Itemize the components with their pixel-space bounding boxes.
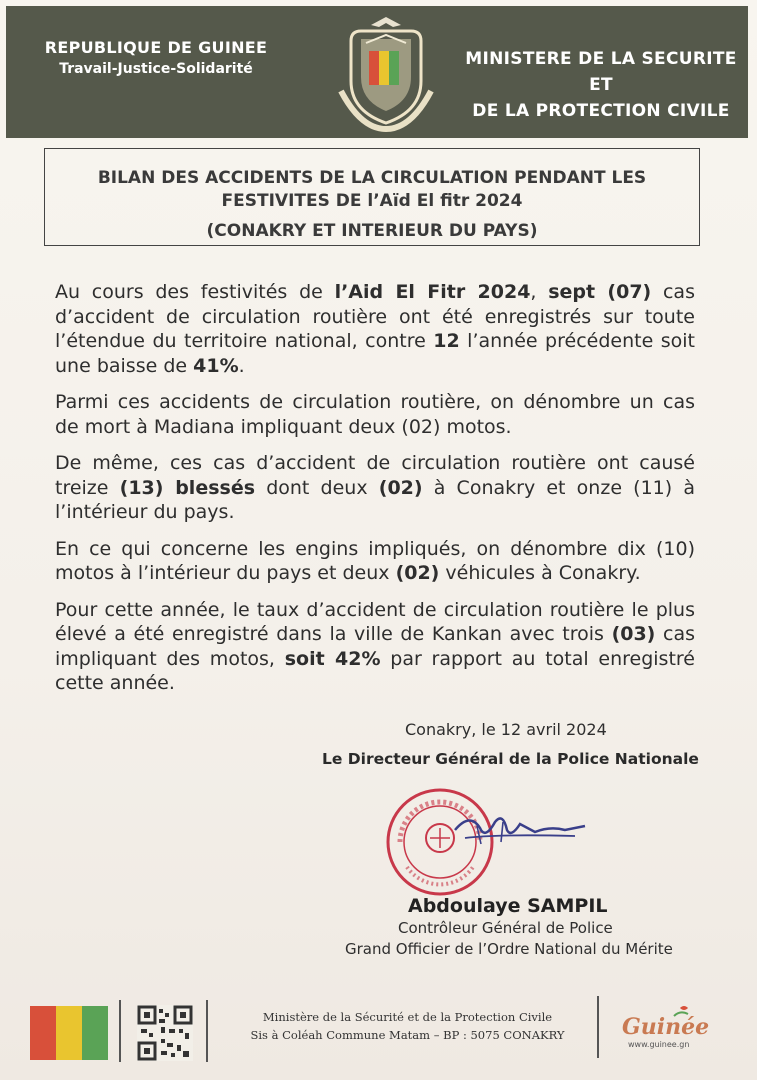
footer-address: Sis à Coléah Commune Matam – BP : 5075 CONAKRY (250, 1028, 565, 1042)
guinee-logo-text: Guinée (622, 1014, 710, 1040)
p1-previous-count: 12 (433, 330, 460, 352)
p1-decrease: 41% (193, 354, 239, 377)
p1-text-i: . (238, 354, 245, 377)
ministry-address (230, 1008, 585, 1044)
p5-text-c: cas impliquant des motos, (55, 623, 695, 670)
p4-text-c: véhicules à Conakry. (439, 562, 641, 584)
p4-text-a: En ce qui concerne les engins impliqués, on dénombre dix (10) motos à l’intérieur du pays et deux (55, 537, 695, 584)
republic-motto: Travail-Justice-Solidarité (59, 61, 253, 77)
footer-divider-mid (206, 1000, 208, 1062)
p1-text-a: Au cours des festivités de (55, 281, 335, 303)
republic-heading (6, 38, 306, 77)
p3-text-a: De même, ces cas d’accident de circulation routière ont causé treize (55, 452, 695, 499)
p1-text-c: , (530, 281, 549, 303)
paragraph-5 (55, 598, 695, 696)
signer-rank: Contrôleur Général de Police (398, 919, 613, 937)
document-title-box (44, 148, 700, 246)
footer-divider-left (119, 1000, 121, 1062)
paragraph-3 (55, 451, 695, 525)
document-title: BILAN DES ACCIDENTS DE LA CIRCULATION PENDANT LES FESTIVITES DE l’Aïd El fitr 2024 (97, 168, 647, 211)
p5-kankan-count: (03) (611, 623, 656, 645)
director-title: Le Directeur Général de la Police Nationale (322, 750, 699, 768)
p1-text-g: l’année précédente soit une baisse de (55, 330, 695, 377)
ministry-name-line1: MINISTERE DE LA SECURITE ET (465, 49, 737, 95)
paragraph-1 (55, 280, 695, 378)
p1-event: l’Aid El Fitr 2024 (334, 281, 531, 303)
paragraph-4 (55, 537, 695, 586)
p5-share: soit 42% (284, 647, 381, 670)
p4-vehicle-count: (02) (395, 562, 440, 584)
republic-name: REPUBLIQUE DE GUINEE (44, 38, 268, 57)
official-stamp-and-signature (385, 782, 595, 902)
paragraph-2: Parmi ces accidents de circulation routière, on dénombre un cas de mort à Madiana impliquant deux (02) motos. (55, 391, 695, 438)
qr-code-icon (137, 1005, 193, 1061)
p3-injured: (13) blessés (119, 476, 256, 499)
flag-green-band (82, 1006, 108, 1060)
ministry-name-line2: DE LA PROTECTION CIVILE (472, 101, 730, 121)
document-body (55, 280, 695, 708)
footer-ministry-name: Ministère de la Sécurité et de la Protection Civile (262, 1010, 553, 1024)
p1-count: sept (07) (548, 281, 652, 303)
signer-distinction: Grand Officier de l’Ordre National du Mérite (345, 940, 673, 958)
place-and-date: Conakry, le 12 avril 2024 (405, 720, 607, 739)
flag-yellow-band (56, 1006, 82, 1060)
guinea-flag-icon (30, 1006, 108, 1060)
document-subtitle: (CONAKRY ET INTERIEUR DU PAYS) (206, 221, 538, 241)
signer-name: Abdoulaye SAMPIL (408, 895, 608, 917)
letterhead (6, 6, 748, 138)
p3-text-e: à Conakry et onze (11) à l’intérieur du pays. (55, 476, 695, 523)
p1-text-e: cas d’accident de circulation routière ont été enregistrés sur toute l’étendue du territoire national, contre (55, 281, 695, 352)
p3-text-c: dont deux (255, 476, 379, 499)
flag-red-band (30, 1006, 56, 1060)
p5-text-a: Pour cette année, le taux d’accident de circulation routière le plus élevé a été enregistré dans la ville de Kankan avec trois (55, 598, 695, 645)
footer-divider-right (597, 996, 599, 1058)
guinee-website: www.guinee.gn (628, 1040, 690, 1049)
p3-conakry-count: (02) (378, 476, 423, 499)
national-emblem-icon (331, 11, 441, 133)
p5-text-e: par rapport au total enregistré cette année. (55, 647, 695, 694)
ministry-heading (451, 46, 751, 124)
